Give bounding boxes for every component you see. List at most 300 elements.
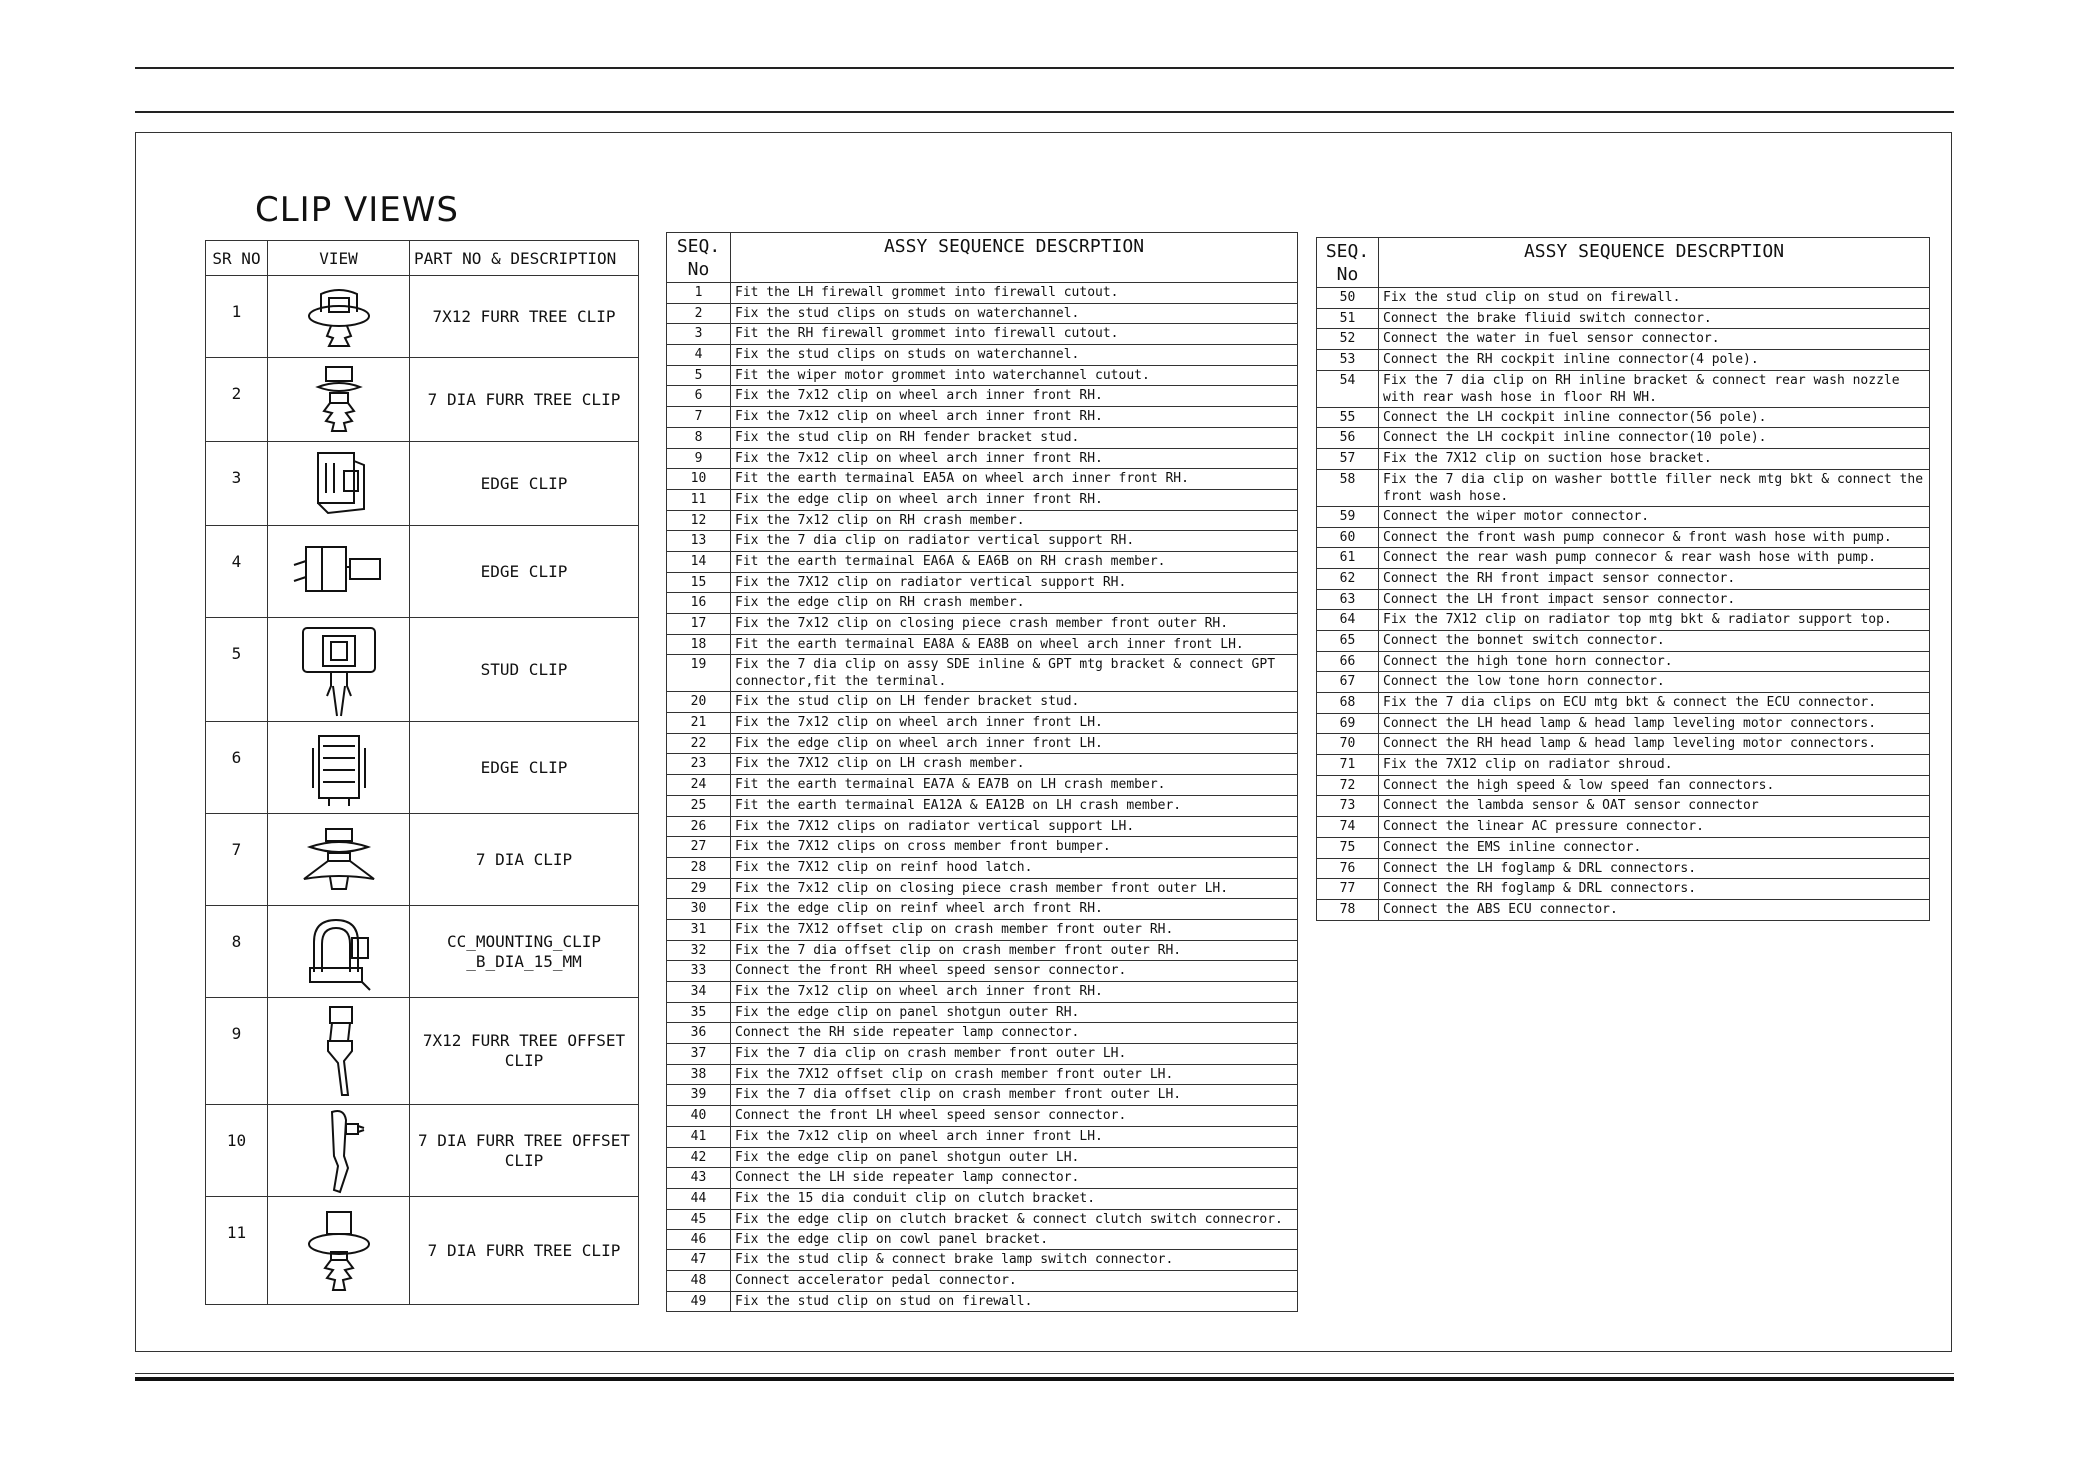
clip-desc: 7X12 FURR TREE CLIP bbox=[410, 276, 639, 358]
header-rule-top bbox=[135, 67, 1954, 69]
sequence-description: Fit the LH firewall grommet into firewall cutout. bbox=[731, 283, 1298, 304]
sequence-row bbox=[667, 593, 1298, 614]
sequence-row bbox=[1317, 817, 1930, 838]
clip-row bbox=[206, 998, 639, 1105]
sequence-number: 13 bbox=[667, 531, 731, 552]
clip-row bbox=[206, 906, 639, 998]
clip-view bbox=[268, 526, 410, 618]
sequence-description: Fit the earth termainal EA6A & EA6B on RH crash member. bbox=[731, 551, 1298, 572]
clip-desc: 7X12 FURR TREE OFFSET CLIP bbox=[410, 998, 639, 1105]
sequence-number: 52 bbox=[1317, 329, 1379, 350]
sequence-row bbox=[1317, 734, 1930, 755]
sequence-number: 8 bbox=[667, 427, 731, 448]
clip-row bbox=[206, 722, 639, 814]
sequence-description: Fix the 7x12 clip on RH crash member. bbox=[731, 510, 1298, 531]
sequence-number: 50 bbox=[1317, 288, 1379, 309]
sequence-row bbox=[667, 448, 1298, 469]
sequence-row bbox=[667, 572, 1298, 593]
sequence-description: Fix the 7X12 clips on radiator vertical support LH. bbox=[731, 816, 1298, 837]
sequence-row bbox=[667, 1126, 1298, 1147]
sequence-number: 63 bbox=[1317, 589, 1379, 610]
sequence-description: Fix the edge clip on cowl panel bracket. bbox=[731, 1229, 1298, 1250]
clip-sr: 11 bbox=[206, 1197, 268, 1305]
sequence-number: 47 bbox=[667, 1250, 731, 1271]
sequence-row bbox=[667, 386, 1298, 407]
sequence-number: 10 bbox=[667, 469, 731, 490]
sequence-number: 37 bbox=[667, 1044, 731, 1065]
sequence-description: Fix the stud clip on stud on firewall. bbox=[1379, 288, 1930, 309]
clip-view bbox=[268, 998, 410, 1105]
sequence-description: Connect the RH foglamp & DRL connectors. bbox=[1379, 879, 1930, 900]
sequence-row bbox=[667, 1023, 1298, 1044]
stud-clip-icon bbox=[289, 622, 389, 718]
assy-sequence-table-2 bbox=[1316, 237, 1930, 921]
sequence-description: Fix the edge clip on panel shotgun outer RH. bbox=[731, 1002, 1298, 1023]
clip-sr: 9 bbox=[206, 998, 268, 1105]
sequence-description: Connect the front LH wheel speed sensor connector. bbox=[731, 1106, 1298, 1127]
cc-mounting-clip-icon bbox=[294, 912, 384, 992]
sequence-description: Fix the 7x12 clip on wheel arch inner front LH. bbox=[731, 713, 1298, 734]
sequence-number: 20 bbox=[667, 692, 731, 713]
sequence-number: 59 bbox=[1317, 506, 1379, 527]
offset-clip-icon bbox=[304, 1001, 374, 1101]
sequence-description: Connect the lambda sensor & OAT sensor connector bbox=[1379, 796, 1930, 817]
sequence-row bbox=[667, 857, 1298, 878]
furr-tree-clip-round-icon bbox=[299, 1206, 379, 1296]
sequence-description: Fix the 7 dia offset clip on crash member front outer RH. bbox=[731, 940, 1298, 961]
sequence-number: 57 bbox=[1317, 449, 1379, 470]
sequence-description: Connect the LH front impact sensor connector. bbox=[1379, 589, 1930, 610]
sequence-number: 41 bbox=[667, 1126, 731, 1147]
clip-row bbox=[206, 276, 639, 358]
sequence-row bbox=[1317, 370, 1930, 407]
sequence-row bbox=[667, 1188, 1298, 1209]
sequence-description: Fix the 7X12 clip on radiator vertical support RH. bbox=[731, 572, 1298, 593]
sequence-description: Connect the RH side repeater lamp connector. bbox=[731, 1023, 1298, 1044]
sequence-number: 9 bbox=[667, 448, 731, 469]
sequence-description: Connect the linear AC pressure connector. bbox=[1379, 817, 1930, 838]
sequence-row bbox=[1317, 548, 1930, 569]
sequence-number: 32 bbox=[667, 940, 731, 961]
sequence-row bbox=[1317, 610, 1930, 631]
sequence-row bbox=[667, 919, 1298, 940]
sequence-row bbox=[667, 1085, 1298, 1106]
clip-desc: 7 DIA FURR TREE OFFSET CLIP bbox=[410, 1105, 639, 1197]
seq-table-2-body bbox=[1317, 288, 1930, 921]
sequence-row bbox=[667, 427, 1298, 448]
sequence-row bbox=[667, 692, 1298, 713]
clip-desc: EDGE CLIP bbox=[410, 442, 639, 526]
sequence-description: Fix the stud clip & connect brake lamp switch connector. bbox=[731, 1250, 1298, 1271]
sequence-row bbox=[1317, 775, 1930, 796]
sequence-number: 38 bbox=[667, 1064, 731, 1085]
sequence-row bbox=[667, 324, 1298, 345]
sequence-row bbox=[1317, 755, 1930, 776]
clip-sr: 7 bbox=[206, 814, 268, 906]
sequence-description: Connect the LH head lamp & head lamp leveling motor connectors. bbox=[1379, 713, 1930, 734]
sequence-number: 61 bbox=[1317, 548, 1379, 569]
sequence-row bbox=[667, 345, 1298, 366]
sequence-number: 44 bbox=[667, 1188, 731, 1209]
clip-sr: 8 bbox=[206, 906, 268, 998]
sequence-number: 46 bbox=[667, 1229, 731, 1250]
sequence-row bbox=[1317, 449, 1930, 470]
clip-view bbox=[268, 722, 410, 814]
sequence-number: 31 bbox=[667, 919, 731, 940]
dia-clip-icon bbox=[294, 825, 384, 895]
sequence-description: Fix the 7 dia clip on crash member front outer LH. bbox=[731, 1044, 1298, 1065]
sequence-number: 42 bbox=[667, 1147, 731, 1168]
clip-view bbox=[268, 442, 410, 526]
sequence-number: 60 bbox=[1317, 527, 1379, 548]
sequence-description: Connect the EMS inline connector. bbox=[1379, 837, 1930, 858]
page-title: CLIP VIEWS bbox=[255, 190, 459, 230]
seq-table-header-row bbox=[1317, 238, 1930, 288]
sequence-number: 68 bbox=[1317, 693, 1379, 714]
sequence-row bbox=[1317, 858, 1930, 879]
sequence-description: Fix the 7x12 clip on wheel arch inner front RH. bbox=[731, 448, 1298, 469]
sequence-number: 19 bbox=[667, 655, 731, 692]
sequence-description: Fix the stud clip on LH fender bracket stud. bbox=[731, 692, 1298, 713]
edge-clip-box-icon bbox=[299, 728, 379, 808]
sequence-number: 18 bbox=[667, 634, 731, 655]
clip-view bbox=[268, 814, 410, 906]
sequence-description: Fix the 7x12 clip on wheel arch inner front LH. bbox=[731, 1126, 1298, 1147]
assy-sequence-table-1 bbox=[666, 232, 1298, 1312]
clip-sr: 6 bbox=[206, 722, 268, 814]
clip-view bbox=[268, 276, 410, 358]
sequence-row bbox=[667, 816, 1298, 837]
sequence-row bbox=[667, 795, 1298, 816]
sequence-row bbox=[667, 1209, 1298, 1229]
clip-row bbox=[206, 442, 639, 526]
sequence-row bbox=[1317, 527, 1930, 548]
sequence-number: 40 bbox=[667, 1106, 731, 1127]
sequence-number: 24 bbox=[667, 775, 731, 796]
sequence-description: Fix the stud clip on stud on firewall. bbox=[731, 1291, 1298, 1312]
header-rule-bottom bbox=[135, 111, 1954, 113]
sequence-row bbox=[1317, 899, 1930, 920]
sequence-description: Fix the 7X12 clip on radiator shroud. bbox=[1379, 755, 1930, 776]
sequence-number: 22 bbox=[667, 733, 731, 754]
view-header: VIEW bbox=[268, 241, 410, 276]
sequence-description: Fix the 7x12 clip on wheel arch inner front RH. bbox=[731, 386, 1298, 407]
clip-sr: 1 bbox=[206, 276, 268, 358]
sequence-description: Connect the RH cockpit inline connector(4 pole). bbox=[1379, 350, 1930, 371]
sequence-description: Fix the 7X12 offset clip on crash member front outer LH. bbox=[731, 1064, 1298, 1085]
sequence-row bbox=[667, 1229, 1298, 1250]
sequence-row bbox=[1317, 713, 1930, 734]
sequence-row bbox=[667, 961, 1298, 982]
clip-row bbox=[206, 1197, 639, 1305]
sequence-description: Connect the low tone horn connector. bbox=[1379, 672, 1930, 693]
sequence-number: 35 bbox=[667, 1002, 731, 1023]
sequence-description: Connect the high tone horn connector. bbox=[1379, 651, 1930, 672]
sequence-row bbox=[1317, 308, 1930, 329]
sequence-number: 69 bbox=[1317, 713, 1379, 734]
sequence-row bbox=[667, 713, 1298, 734]
sequence-description: Fix the 15 dia conduit clip on clutch bracket. bbox=[731, 1188, 1298, 1209]
sequence-row bbox=[667, 614, 1298, 635]
sequence-description: Fix the 7 dia clip on radiator vertical support RH. bbox=[731, 531, 1298, 552]
sequence-description: Connect the high speed & low speed fan connectors. bbox=[1379, 775, 1930, 796]
sequence-number: 15 bbox=[667, 572, 731, 593]
clip-row bbox=[206, 526, 639, 618]
sequence-row bbox=[667, 1291, 1298, 1312]
sequence-row bbox=[1317, 837, 1930, 858]
clip-sr: 4 bbox=[206, 526, 268, 618]
sequence-description: Connect the wiper motor connector. bbox=[1379, 506, 1930, 527]
sequence-row bbox=[667, 1147, 1298, 1168]
sequence-row bbox=[1317, 693, 1930, 714]
sequence-description: Connect the ABS ECU connector. bbox=[1379, 899, 1930, 920]
sequence-number: 27 bbox=[667, 837, 731, 858]
clip-desc: CC_MOUNTING_CLIP _B_DIA_15_MM bbox=[410, 906, 639, 998]
sequence-description: Fix the stud clips on studs on waterchannel. bbox=[731, 345, 1298, 366]
sequence-row bbox=[1317, 288, 1930, 309]
sequence-row bbox=[667, 1270, 1298, 1291]
clip-sr: 3 bbox=[206, 442, 268, 526]
sequence-number: 72 bbox=[1317, 775, 1379, 796]
footer-rule-thick bbox=[135, 1377, 1954, 1381]
sequence-number: 23 bbox=[667, 754, 731, 775]
clip-table-header-row bbox=[206, 241, 639, 276]
clip-desc: EDGE CLIP bbox=[410, 526, 639, 618]
sequence-row bbox=[1317, 428, 1930, 449]
sequence-description: Connect the water in fuel sensor connector. bbox=[1379, 329, 1930, 350]
sequence-description: Fix the 7 dia clip on RH inline bracket & connect rear wash nozzle with rear wash hose in floor RH WH. bbox=[1379, 370, 1930, 407]
sequence-number: 45 bbox=[667, 1209, 731, 1229]
clip-desc: EDGE CLIP bbox=[410, 722, 639, 814]
clip-sr: 5 bbox=[206, 618, 268, 722]
sequence-number: 26 bbox=[667, 816, 731, 837]
sequence-number: 30 bbox=[667, 899, 731, 920]
clip-row bbox=[206, 618, 639, 722]
sequence-number: 2 bbox=[667, 303, 731, 324]
sequence-description: Fit the RH firewall grommet into firewall cutout. bbox=[731, 324, 1298, 345]
sequence-description: Fix the 7 dia clip on washer bottle filler neck mtg bkt & connect the front wash hose. bbox=[1379, 469, 1930, 506]
sequence-row bbox=[1317, 879, 1930, 900]
sequence-number: 4 bbox=[667, 345, 731, 366]
sequence-description: Fix the 7X12 clip on LH crash member. bbox=[731, 754, 1298, 775]
sequence-number: 62 bbox=[1317, 568, 1379, 589]
sequence-row bbox=[667, 1250, 1298, 1271]
sequence-row bbox=[1317, 329, 1930, 350]
seq-table-header-row bbox=[667, 233, 1298, 283]
clip-view bbox=[268, 1105, 410, 1197]
sequence-row bbox=[1317, 506, 1930, 527]
sequence-row bbox=[1317, 630, 1930, 651]
sequence-description: Fix the edge clip on wheel arch inner front RH. bbox=[731, 489, 1298, 510]
sequence-description: Fit the earth termainal EA8A & EA8B on wheel arch inner front LH. bbox=[731, 634, 1298, 655]
sequence-number: 76 bbox=[1317, 858, 1379, 879]
sequence-description: Fix the 7x12 clip on closing piece crash member front outer RH. bbox=[731, 614, 1298, 635]
clip-view bbox=[268, 618, 410, 722]
assy-desc-header: ASSY SEQUENCE DESCRPTION bbox=[731, 233, 1298, 283]
sequence-number: 3 bbox=[667, 324, 731, 345]
sequence-number: 78 bbox=[1317, 899, 1379, 920]
sequence-row bbox=[667, 1044, 1298, 1065]
sequence-description: Fix the edge clip on reinf wheel arch front RH. bbox=[731, 899, 1298, 920]
sequence-description: Connect the front wash pump connecor & front wash hose with pump. bbox=[1379, 527, 1930, 548]
sequence-number: 48 bbox=[667, 1270, 731, 1291]
sequence-row bbox=[667, 407, 1298, 428]
sequence-number: 49 bbox=[667, 1291, 731, 1312]
sequence-row bbox=[1317, 350, 1930, 371]
sequence-number: 64 bbox=[1317, 610, 1379, 631]
sequence-row bbox=[667, 982, 1298, 1003]
sequence-row bbox=[667, 940, 1298, 961]
sequence-description: Fix the 7x12 clip on wheel arch inner front RH. bbox=[731, 982, 1298, 1003]
sequence-number: 65 bbox=[1317, 630, 1379, 651]
sequence-row bbox=[1317, 469, 1930, 506]
sequence-description: Connect the rear wash pump connecor & rear wash hose with pump. bbox=[1379, 548, 1930, 569]
clip-view bbox=[268, 1197, 410, 1305]
sequence-row bbox=[667, 1106, 1298, 1127]
sequence-row bbox=[667, 303, 1298, 324]
clip-views-table bbox=[205, 240, 639, 1305]
sequence-row bbox=[667, 1168, 1298, 1189]
sequence-description: Fit the earth termainal EA5A on wheel arch inner front RH. bbox=[731, 469, 1298, 490]
sequence-description: Fix the 7x12 clip on closing piece crash member front outer LH. bbox=[731, 878, 1298, 899]
sequence-description: Fix the stud clip on RH fender bracket stud. bbox=[731, 427, 1298, 448]
sequence-description: Connect the RH front impact sensor connector. bbox=[1379, 568, 1930, 589]
sequence-description: Fix the 7 dia clips on ECU mtg bkt & connect the ECU connector. bbox=[1379, 693, 1930, 714]
sequence-row bbox=[667, 878, 1298, 899]
sequence-row bbox=[667, 733, 1298, 754]
seq-no-header: SEQ. No bbox=[1317, 238, 1379, 288]
clip-view bbox=[268, 358, 410, 442]
sequence-row bbox=[667, 365, 1298, 386]
sequence-description: Connect the LH side repeater lamp connector. bbox=[731, 1168, 1298, 1189]
clip-row bbox=[206, 1105, 639, 1197]
sequence-number: 28 bbox=[667, 857, 731, 878]
footer-rule-thin bbox=[135, 1373, 1954, 1374]
sequence-description: Fix the 7X12 clip on radiator top mtg bkt & radiator support top. bbox=[1379, 610, 1930, 631]
clip-view bbox=[268, 906, 410, 998]
sequence-number: 14 bbox=[667, 551, 731, 572]
assy-desc-header: ASSY SEQUENCE DESCRPTION bbox=[1379, 238, 1930, 288]
sequence-description: Connect the bonnet switch connector. bbox=[1379, 630, 1930, 651]
sequence-number: 25 bbox=[667, 795, 731, 816]
sequence-description: Fit the earth termainal EA12A & EA12B on LH crash member. bbox=[731, 795, 1298, 816]
sequence-row bbox=[667, 837, 1298, 858]
seq-no-header: SEQ. No bbox=[667, 233, 731, 283]
part-desc-header: PART NO & DESCRIPTION bbox=[410, 241, 639, 276]
sequence-row bbox=[667, 531, 1298, 552]
sequence-description: Fix the 7x12 clip on wheel arch inner front RH. bbox=[731, 407, 1298, 428]
sequence-description: Fix the edge clip on clutch bracket & connect clutch switch connecror. bbox=[731, 1209, 1298, 1229]
sequence-description: Fix the 7 dia offset clip on crash member front outer LH. bbox=[731, 1085, 1298, 1106]
edge-clip-side-icon bbox=[284, 537, 394, 607]
sequence-description: Connect accelerator pedal connector. bbox=[731, 1270, 1298, 1291]
sequence-description: Fix the edge clip on RH crash member. bbox=[731, 593, 1298, 614]
sequence-row bbox=[1317, 407, 1930, 428]
clip-sr: 2 bbox=[206, 358, 268, 442]
clip-sr: 10 bbox=[206, 1105, 268, 1197]
sequence-number: 16 bbox=[667, 593, 731, 614]
clip-row bbox=[206, 814, 639, 906]
sequence-number: 34 bbox=[667, 982, 731, 1003]
clip-desc: 7 DIA FURR TREE CLIP bbox=[410, 358, 639, 442]
sequence-description: Fix the edge clip on panel shotgun outer LH. bbox=[731, 1147, 1298, 1168]
dia-furr-tree-clip-icon bbox=[304, 363, 374, 437]
sequence-description: Fix the 7 dia clip on assy SDE inline & GPT mtg bracket & connect GPT connector,fit the terminal. bbox=[731, 655, 1298, 692]
sequence-number: 5 bbox=[667, 365, 731, 386]
sequence-description: Fix the 7X12 clip on suction hose bracket. bbox=[1379, 449, 1930, 470]
sequence-number: 66 bbox=[1317, 651, 1379, 672]
sequence-number: 6 bbox=[667, 386, 731, 407]
sequence-number: 54 bbox=[1317, 370, 1379, 407]
sequence-description: Connect the RH head lamp & head lamp leveling motor connectors. bbox=[1379, 734, 1930, 755]
sequence-number: 71 bbox=[1317, 755, 1379, 776]
sequence-row bbox=[1317, 796, 1930, 817]
sequence-row bbox=[667, 899, 1298, 920]
sequence-number: 39 bbox=[667, 1085, 731, 1106]
sequence-row bbox=[1317, 672, 1930, 693]
sequence-number: 58 bbox=[1317, 469, 1379, 506]
sequence-row bbox=[667, 655, 1298, 692]
sequence-row bbox=[667, 775, 1298, 796]
dia-offset-clip-icon bbox=[304, 1106, 374, 1196]
seq-table-1-body bbox=[667, 283, 1298, 1312]
sequence-number: 55 bbox=[1317, 407, 1379, 428]
sequence-number: 43 bbox=[667, 1168, 731, 1189]
sequence-row bbox=[1317, 589, 1930, 610]
sequence-number: 33 bbox=[667, 961, 731, 982]
sequence-row bbox=[667, 510, 1298, 531]
clip-desc: 7 DIA FURR TREE CLIP bbox=[410, 1197, 639, 1305]
sequence-number: 36 bbox=[667, 1023, 731, 1044]
sequence-description: Connect the LH cockpit inline connector(10 pole). bbox=[1379, 428, 1930, 449]
sequence-row bbox=[667, 1002, 1298, 1023]
sequence-description: Connect the LH cockpit inline connector(56 pole). bbox=[1379, 407, 1930, 428]
sequence-row bbox=[667, 634, 1298, 655]
sequence-number: 17 bbox=[667, 614, 731, 635]
sequence-description: Fit the earth termainal EA7A & EA7B on LH crash member. bbox=[731, 775, 1298, 796]
clip-desc: 7 DIA CLIP bbox=[410, 814, 639, 906]
clip-row bbox=[206, 358, 639, 442]
sequence-number: 56 bbox=[1317, 428, 1379, 449]
sequence-row bbox=[1317, 568, 1930, 589]
sequence-number: 11 bbox=[667, 489, 731, 510]
sequence-description: Fix the edge clip on wheel arch inner front LH. bbox=[731, 733, 1298, 754]
sequence-number: 7 bbox=[667, 407, 731, 428]
sequence-number: 53 bbox=[1317, 350, 1379, 371]
sequence-number: 75 bbox=[1317, 837, 1379, 858]
sequence-row bbox=[667, 469, 1298, 490]
sequence-number: 74 bbox=[1317, 817, 1379, 838]
sequence-description: Fit the wiper motor grommet into waterchannel cutout. bbox=[731, 365, 1298, 386]
sequence-number: 29 bbox=[667, 878, 731, 899]
sequence-number: 73 bbox=[1317, 796, 1379, 817]
sequence-number: 67 bbox=[1317, 672, 1379, 693]
sequence-row bbox=[667, 754, 1298, 775]
sequence-row bbox=[667, 1064, 1298, 1085]
sequence-description: Fix the 7X12 clips on cross member front bumper. bbox=[731, 837, 1298, 858]
sequence-number: 70 bbox=[1317, 734, 1379, 755]
sequence-description: Connect the LH foglamp & DRL connectors. bbox=[1379, 858, 1930, 879]
sequence-row bbox=[667, 489, 1298, 510]
sequence-description: Fix the 7X12 offset clip on crash member front outer RH. bbox=[731, 919, 1298, 940]
sequence-description: Fix the stud clips on studs on waterchannel. bbox=[731, 303, 1298, 324]
sequence-description: Fix the 7X12 clip on reinf hood latch. bbox=[731, 857, 1298, 878]
clip-desc: STUD CLIP bbox=[410, 618, 639, 722]
sr-no-header: SR NO bbox=[206, 241, 268, 276]
sequence-number: 21 bbox=[667, 713, 731, 734]
sequence-number: 1 bbox=[667, 283, 731, 304]
sequence-description: Connect the brake fliuid switch connector. bbox=[1379, 308, 1930, 329]
